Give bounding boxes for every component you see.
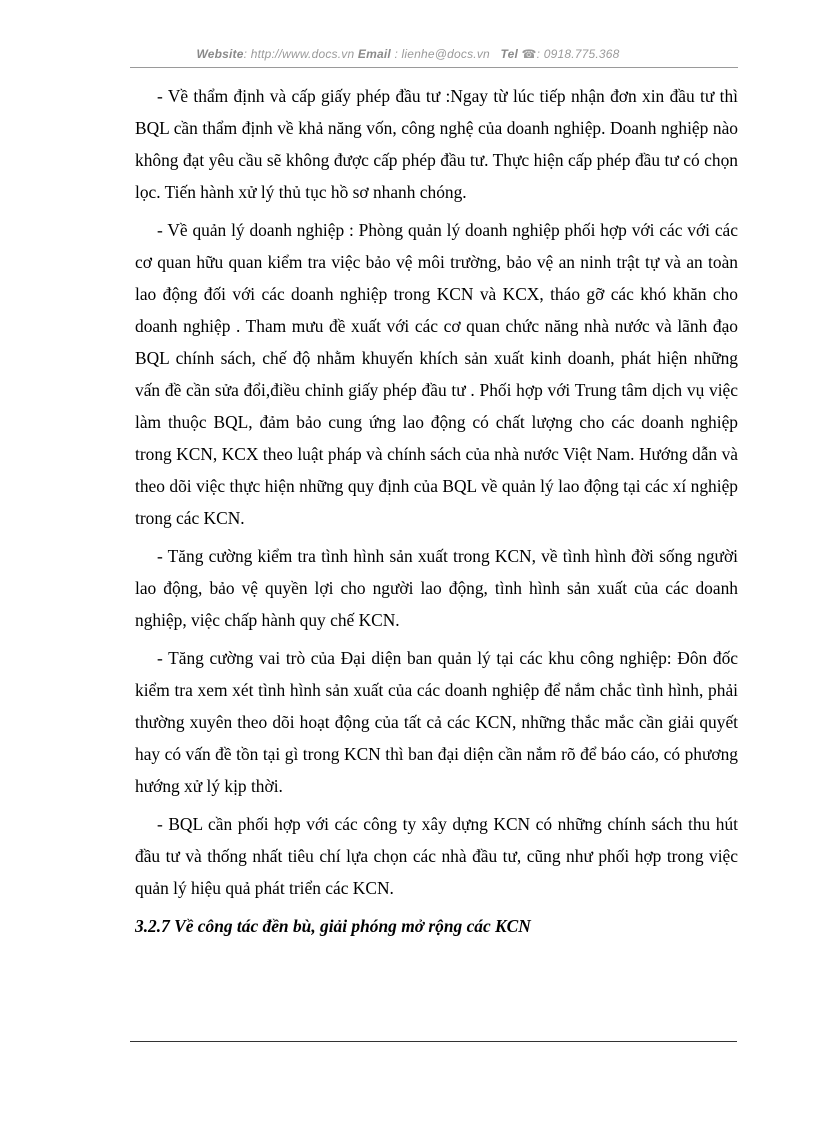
paragraph-representative-role: - Tăng cường vai trò của Đại diện ban quản lý tại các khu công nghiệp: Đôn đốc kiểm tra xem xét tình hình sản xuất của các doanh nghiệp để nắm chắc tình hình, phải thường xuyên theo dõi hoạt động của tất cả các KCN, những thắc mắc cần giải quyết hay có vấn đề tồn tại gì trong KCN thì ban đại diện cần nắm rõ để báo cáo, có phương hướng xử lý kịp thời. [135, 648, 738, 796]
website-value: : http://www.docs.vn [243, 47, 355, 61]
paragraph-licensing: - Về thẩm định và cấp giấy phép đầu tư :Ngay từ lúc tiếp nhận đơn xin đầu tư thì BQL cần thẩm định về khả năng vốn, công nghệ của doanh nghiệp. Doanh nghiệp nào không đạt yêu cầu sẽ không được cấp phép đầu tư. Thực hiện cấp phép đầu tư có chọn lọc. Tiến hành xử lý thủ tục hồ sơ nhanh chóng. [135, 86, 738, 202]
paragraph-production-inspection: - Tăng cường kiểm tra tình hình sản xuất trong KCN, về tình hình đời sống người lao động, bảo vệ quyền lợi cho người lao động, tình hình sản xuất của các doanh nghiệp, việc chấp hành quy chế KCN. [135, 546, 738, 630]
page-header [0, 47, 816, 61]
footer-divider [130, 1041, 737, 1042]
document-body [135, 80, 738, 942]
email-value: : lienhe@docs.vn [390, 47, 490, 61]
tel-label: Tel [500, 47, 518, 61]
email-label: Email [357, 47, 391, 61]
paragraph-coordination: - BQL cần phối hợp với các công ty xây dựng KCN có những chính sách thu hút đầu tư và thống nhất tiêu chí lựa chọn các nhà đầu tư, cũng như phối hợp trong việc quản lý hiệu quả phát triển các KCN. [135, 814, 738, 898]
tel-value: ☎: 0918.775.368 [518, 47, 620, 61]
header-divider [130, 67, 738, 68]
paragraph-enterprise-management: - Về quản lý doanh nghiệp : Phòng quản lý doanh nghiệp phối hợp với các với các cơ quan hữu quan kiểm tra việc bảo vệ môi trường, bảo vệ an ninh trật tự và an toàn lao động đối với các doanh nghiệp trong KCN và KCX, tháo gỡ các khó khăn cho doanh nghiệp . Tham mưu đề xuất với các cơ quan chức năng nhà nước và lãnh đạo BQL chính sách, chế độ nhằm khuyến khích sản xuất kinh doanh, phát hiện những vấn đề cần sửa đổi,điều chỉnh giấy phép đầu tư . Phối hợp với Trung tâm dịch vụ việc làm thuộc BQL, đảm bảo cung ứng lao động có chất lượng cho các doanh nghiệp trong KCN, KCX theo luật pháp và chính sách của nhà nước Việt Nam. Hướng dẫn và theo dõi việc thực hiện những quy định của BQL về quản lý lao động tại các xí nghiệp trong các KCN. [135, 220, 738, 528]
website-label: Website [196, 47, 244, 61]
section-heading: 3.2.7 Về công tác đền bù, giải phóng mở rộng các KCN [135, 916, 531, 936]
